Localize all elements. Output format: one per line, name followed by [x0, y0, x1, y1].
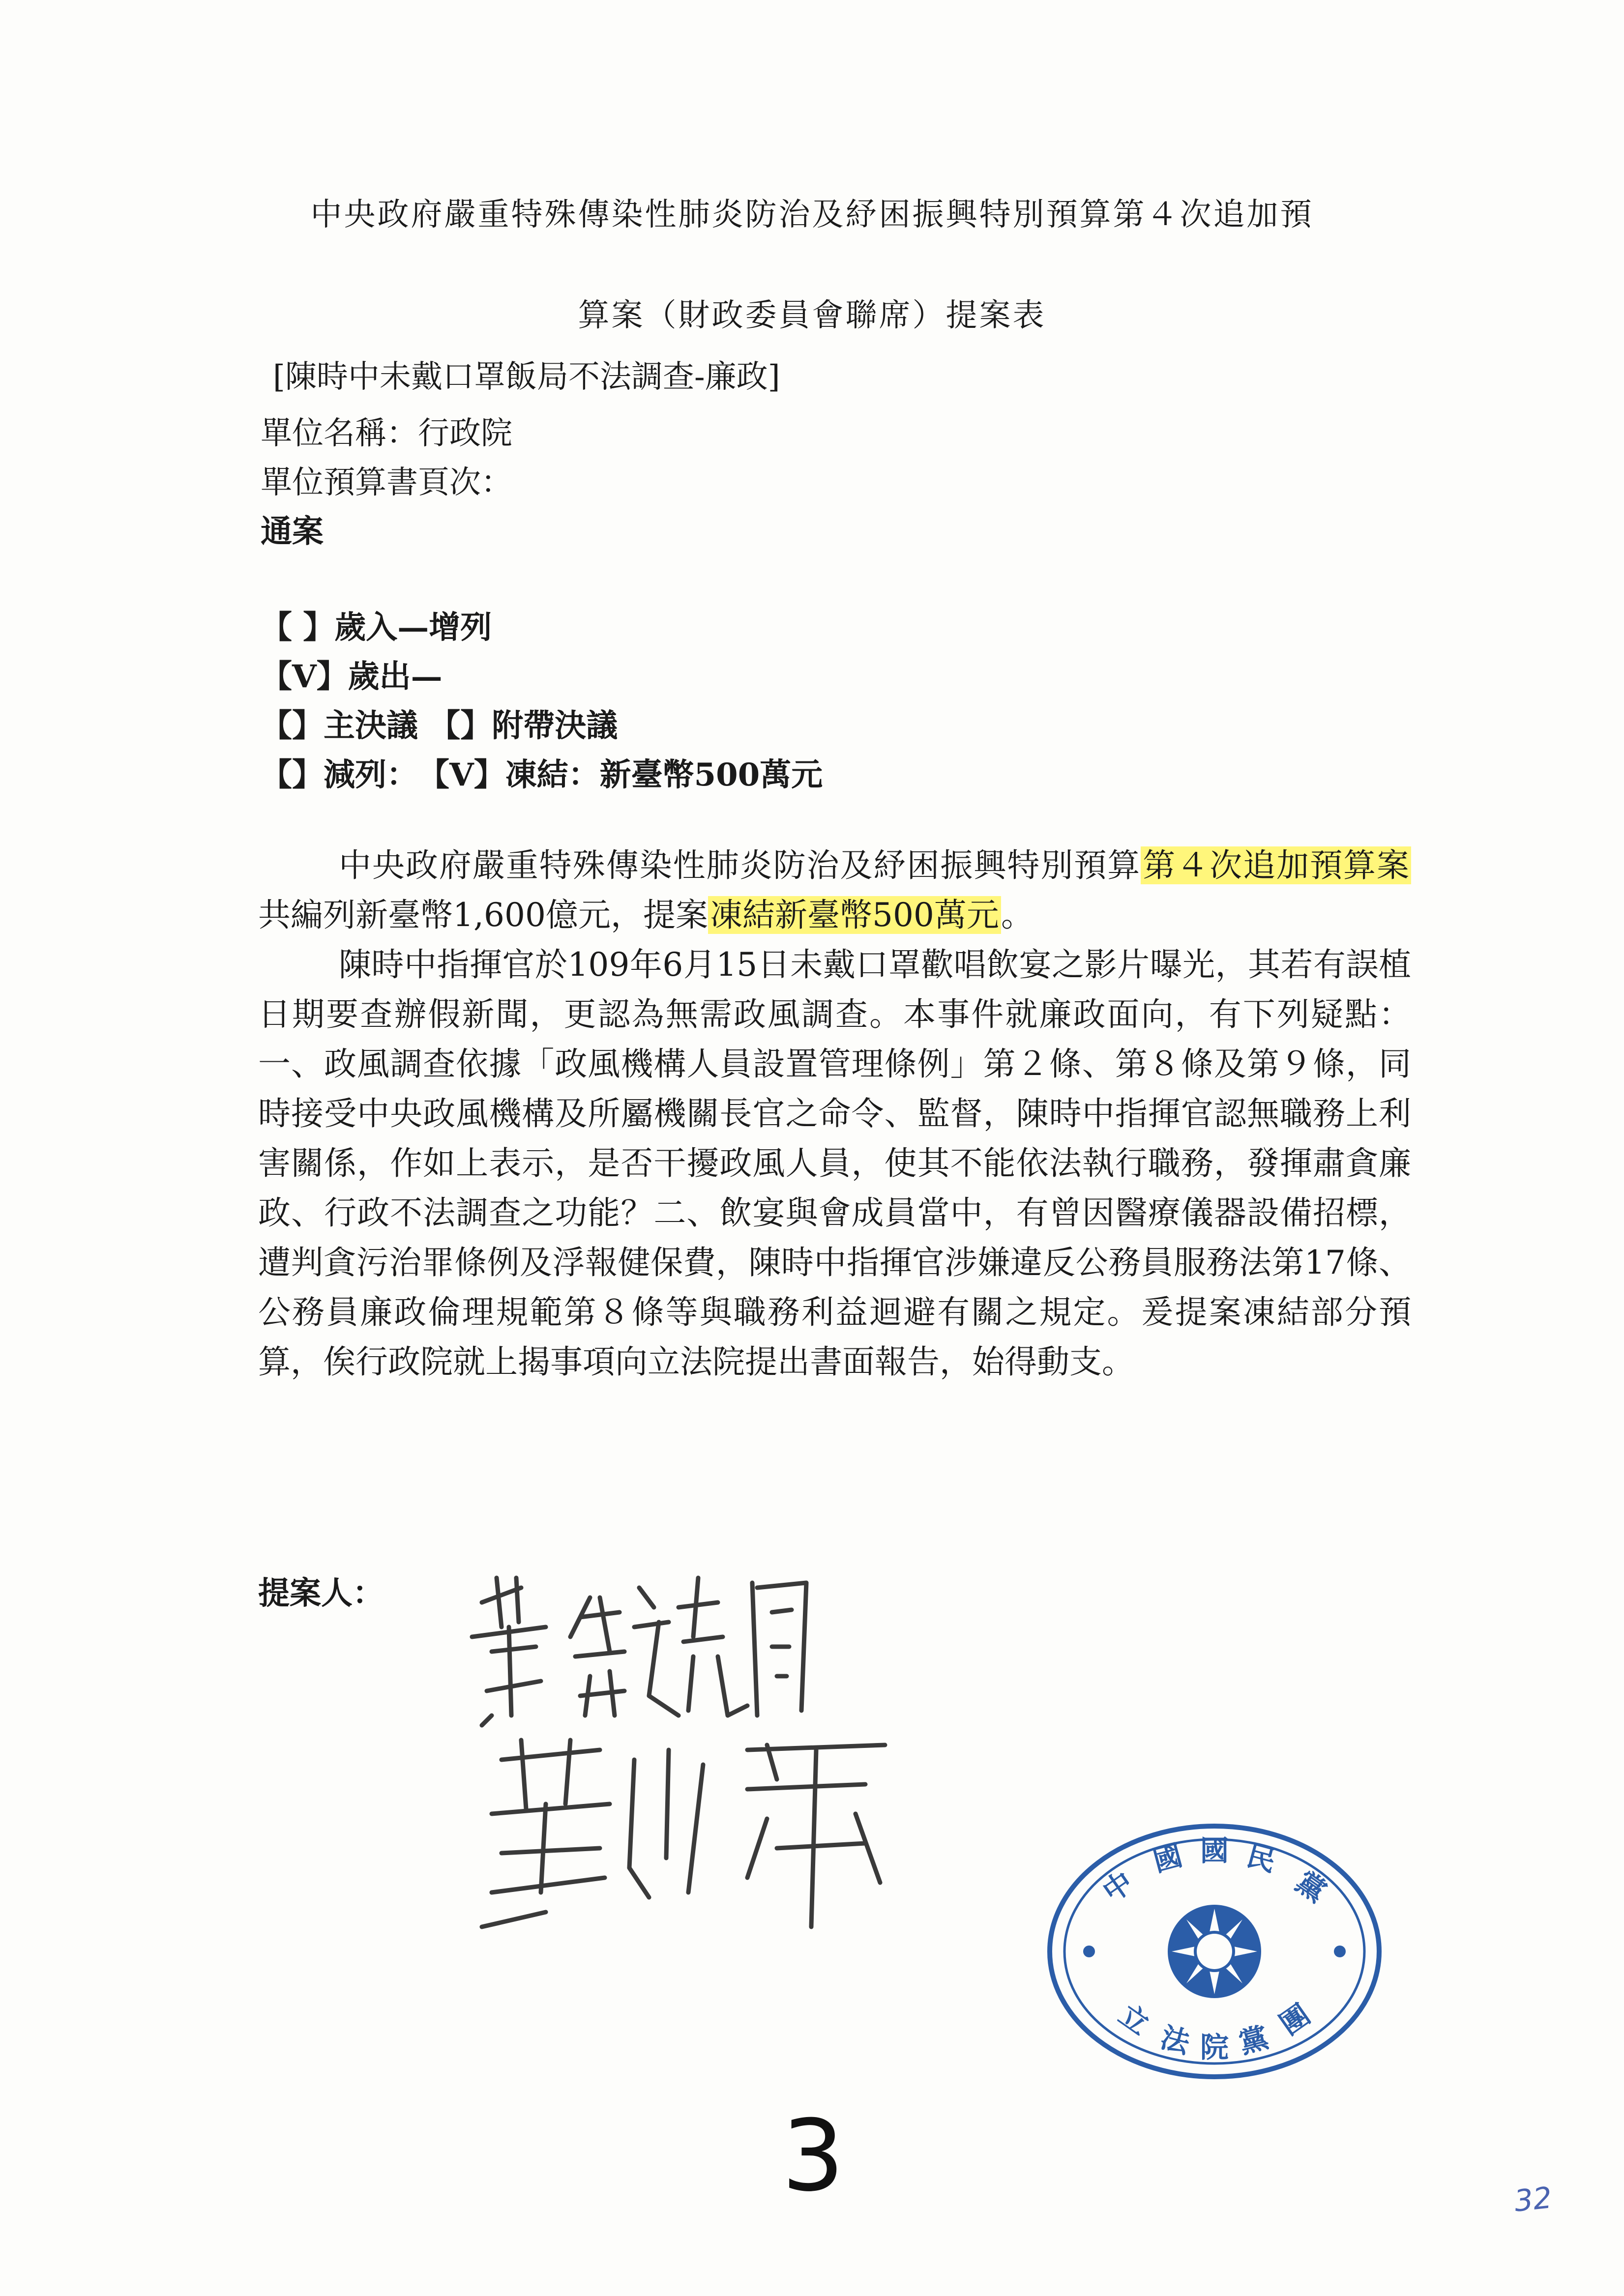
budget-page-ref: 單位預算書頁次： — [261, 465, 512, 501]
paragraph-2: 陳時中指揮官於109年6月15日未戴口罩歡唱飲宴之影片曝光，其若有誤植日期要查辦假新聞，更認為無需政風調查。本事件就廉政面向，有下列疑點：一、政風調查依據「政風機構人員設置管理條例」第２條、第８條及第９條，同時接受中央政風機構及所屬機關長官之命令、監督，陳時中指揮官認無職務上利害關係，作如上表示，是否干擾政風人員，使其不能依法執行職務，發揮肅貪廉政、行政不法調查之功能？二、飲宴與會成員當中，有曾因醫療儀器設備招標，遭判貪污治罪條例及浮報健保費，陳時中指揮官涉嫌違反公務員服務法第17條、公務員廉政倫理規範第８條等與職務利益迴避有關之規定。爰提案凍結部分預算，俟行政院就上揭事項向立法院提出書面報告，始得動支。 — [258, 946, 1411, 1381]
blue-sky-white-sun-emblem — [1168, 1905, 1261, 1998]
option-cut-freeze: 【】減列： 【V】凍結：新臺幣500萬元 — [261, 756, 823, 793]
svg-text:中: 中 — [1096, 1865, 1139, 1909]
option-revenue: 【 】歲入—增列 — [261, 609, 492, 646]
signature-2 — [472, 1730, 905, 1937]
svg-text:院: 院 — [1200, 2031, 1229, 2064]
unit-name: 單位名稱：行政院 — [261, 415, 512, 452]
corner-page-number: 32 — [1512, 2180, 1554, 2219]
highlight-freeze-amount: 凍結新臺幣500萬元 — [708, 896, 1001, 934]
title-line-2: 算案（財政委員會聯席）提案表 — [578, 297, 1046, 334]
signature-1 — [462, 1568, 816, 1730]
proposal-body — [258, 841, 1411, 1387]
page-number: 3 — [782, 2099, 845, 2213]
category-label: 通案 — [261, 513, 324, 550]
paragraph-1-part1: 中央政府嚴重特殊傳染性肺炎防治及紓困振興特別預算 — [339, 846, 1141, 884]
svg-text:團: 團 — [1273, 1998, 1316, 2042]
proposer-label: 提案人： — [258, 1575, 384, 1612]
subject-line: [陳時中未戴口罩飯局不法調查-廉政] — [273, 359, 780, 395]
svg-text:國: 國 — [1200, 1834, 1229, 1867]
option-expenditure: 【V】歲出— — [261, 658, 443, 695]
svg-text:立: 立 — [1113, 1998, 1155, 2042]
svg-text:黨: 黨 — [1236, 2020, 1272, 2061]
paragraph-1-part3: 。 — [1001, 896, 1033, 934]
highlight-supplementary-budget: 第４次追加預算案 — [1141, 846, 1411, 884]
title-line-1: 中央政府嚴重特殊傳染性肺炎防治及紓困振興特別預算第４次追加預 — [310, 197, 1314, 233]
paragraph-1 — [258, 841, 1411, 940]
party-caucus-seal — [1045, 1821, 1384, 2082]
svg-text:黨: 黨 — [1290, 1865, 1332, 1909]
paragraph-1-part2: 共編列新臺幣1,600億元，提案 — [258, 896, 708, 934]
svg-text:國: 國 — [1150, 1838, 1186, 1879]
option-resolution: 【】主決議 【】附帶決議 — [261, 707, 618, 744]
svg-text:法: 法 — [1157, 2020, 1193, 2061]
svg-text:民: 民 — [1243, 1838, 1279, 1879]
